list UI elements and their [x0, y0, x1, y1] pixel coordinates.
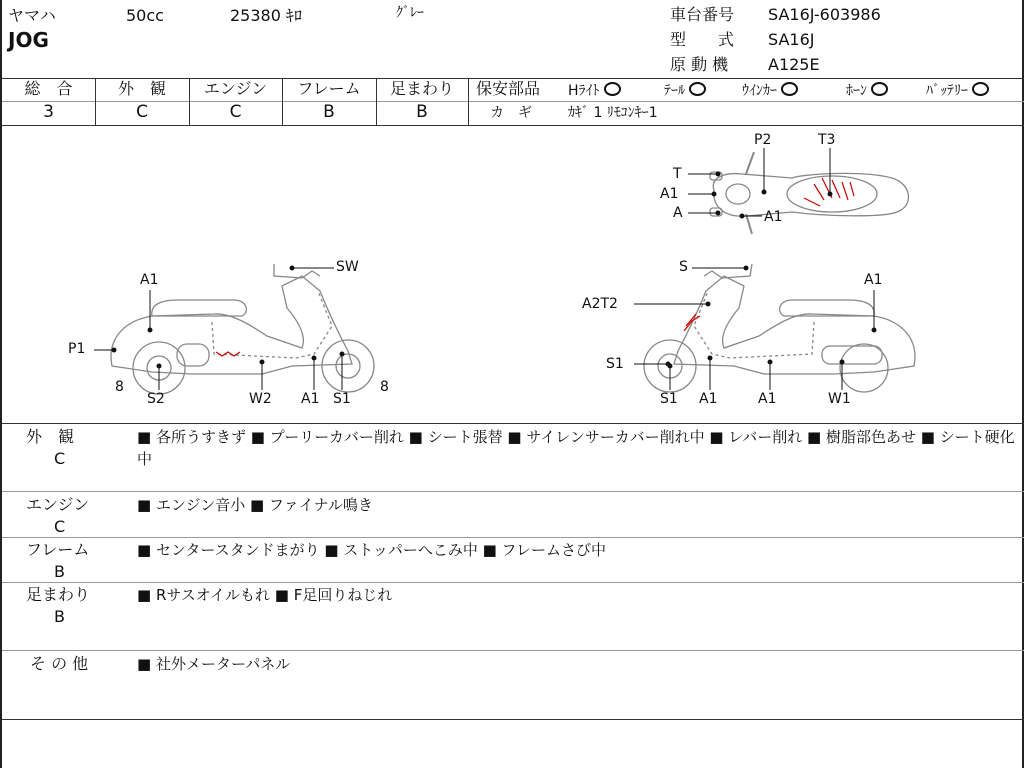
diagram-label: T3: [818, 132, 836, 148]
diagram-label: P1: [68, 341, 86, 357]
rating-frame: B: [323, 102, 335, 122]
ok-circle-icon: [871, 82, 888, 96]
rating-exterior: C: [136, 102, 148, 122]
note-title-other: そ の 他: [30, 654, 89, 673]
mileage: 25380 ｷﾛ: [230, 6, 302, 25]
divider: [2, 537, 1024, 538]
diagram-label: A1: [764, 209, 783, 225]
diagram-label: A1: [699, 391, 718, 407]
rating-header-suspension: 足まわり: [389, 79, 454, 98]
note-title-frame: フレーム: [26, 540, 90, 559]
displacement: 50cc: [126, 6, 164, 25]
diagram-label: A1: [758, 391, 777, 407]
leader-lines: [94, 148, 876, 390]
diagram-label: S2: [147, 391, 165, 407]
type-value: SA16J: [768, 30, 815, 49]
rating-suspension: B: [416, 102, 428, 122]
frame-no: SA16J-603986: [768, 5, 881, 24]
rating-header-overall: 総 合: [24, 79, 73, 98]
ok-circle-icon: [972, 82, 989, 96]
rating-engine: C: [229, 102, 242, 122]
key-label: カ ギ: [490, 105, 532, 121]
color: ｸﾞﾚｰ: [396, 5, 424, 21]
diagram-label: SW: [336, 259, 359, 275]
ok-circle-icon: [604, 82, 621, 96]
divider: [2, 423, 1024, 424]
rating-header-frame: フレーム: [297, 79, 361, 98]
model-name: JOG: [8, 28, 49, 52]
diagram-label: T: [673, 166, 682, 182]
note-grade-engine: C: [54, 517, 66, 536]
diagram-label: W2: [249, 391, 272, 407]
note-grade-suspension: B: [54, 607, 65, 626]
note-text-frame: ■ センタースタンドまがり ■ ストッパーへこみ中 ■ フレームさび中: [137, 541, 606, 559]
maker: ヤマハ: [8, 6, 56, 25]
engine-label: 原 動 機: [670, 55, 729, 74]
note-grade-frame: B: [54, 562, 65, 581]
divider: [2, 582, 1024, 583]
note-grade-exterior: C: [54, 449, 66, 468]
type-label: 型 式: [670, 30, 735, 49]
ok-circle-icon: [689, 82, 706, 96]
safety-horn: ﾎｰﾝ: [846, 82, 888, 98]
ok-circle-icon: [781, 82, 798, 96]
diagram-label: A1: [660, 186, 679, 202]
divider: [2, 719, 1024, 720]
rating-header-engine: エンジン: [203, 79, 268, 98]
safety-headlight: Hﾗｲﾄ: [568, 82, 621, 98]
note-text-other: ■ 社外メーターパネル: [137, 655, 291, 673]
frame-no-label: 車台番号: [670, 5, 735, 24]
divider: [468, 78, 469, 125]
diagram-label: S1: [606, 356, 624, 372]
diagram-label: A1: [301, 391, 320, 407]
note-title-suspension: 足まわり: [26, 585, 91, 604]
diagram-label: A1: [864, 272, 883, 288]
diagram-label: S: [679, 259, 688, 275]
safety-battery: ﾊﾞｯﾃﾘｰ: [926, 82, 989, 98]
note-text-engine: ■ エンジン音小 ■ ファイナル鳴き: [137, 496, 373, 514]
diagram-label: S1: [333, 391, 351, 407]
safety-label: 保安部品: [476, 79, 541, 98]
diagram-label: S1: [660, 391, 678, 407]
note-text-suspension: ■ Rサスオイルもれ ■ F足回りねじれ: [137, 586, 393, 604]
rating-overall: 3: [43, 102, 54, 122]
diagram-label: A: [673, 205, 683, 221]
note-text-exterior: ■ 各所うすきず ■ プーリーカバー削れ ■ シート張替 ■ サイレンサーカバー削れ中 ■ レバー削れ ■ 樹脂部色あせ ■ シート硬化中: [137, 428, 1015, 468]
divider: [2, 650, 1024, 651]
diagram-label: W1: [828, 391, 851, 407]
key-value: ｶｷﾞ 1 ﾘﾓｺﾝｷｰ1: [568, 105, 658, 121]
diagram-label: 8: [115, 379, 124, 395]
note-title-exterior: 外 観: [26, 427, 75, 446]
diagram-label: A2T2: [582, 296, 618, 312]
divider: [2, 491, 1024, 492]
note-title-engine: エンジン: [26, 495, 90, 514]
safety-winker: ｳｲﾝｶｰ: [742, 82, 798, 98]
diagram-label: P2: [754, 132, 772, 148]
engine-value: A125E: [768, 55, 820, 74]
safety-taillight: ﾃｰﾙ: [664, 82, 706, 98]
diagram-label: A1: [140, 272, 159, 288]
divider: [2, 101, 1024, 102]
diagram-label: 8: [380, 379, 389, 395]
rating-header-exterior: 外 観: [117, 79, 166, 98]
scooter-top-view: [710, 152, 908, 234]
